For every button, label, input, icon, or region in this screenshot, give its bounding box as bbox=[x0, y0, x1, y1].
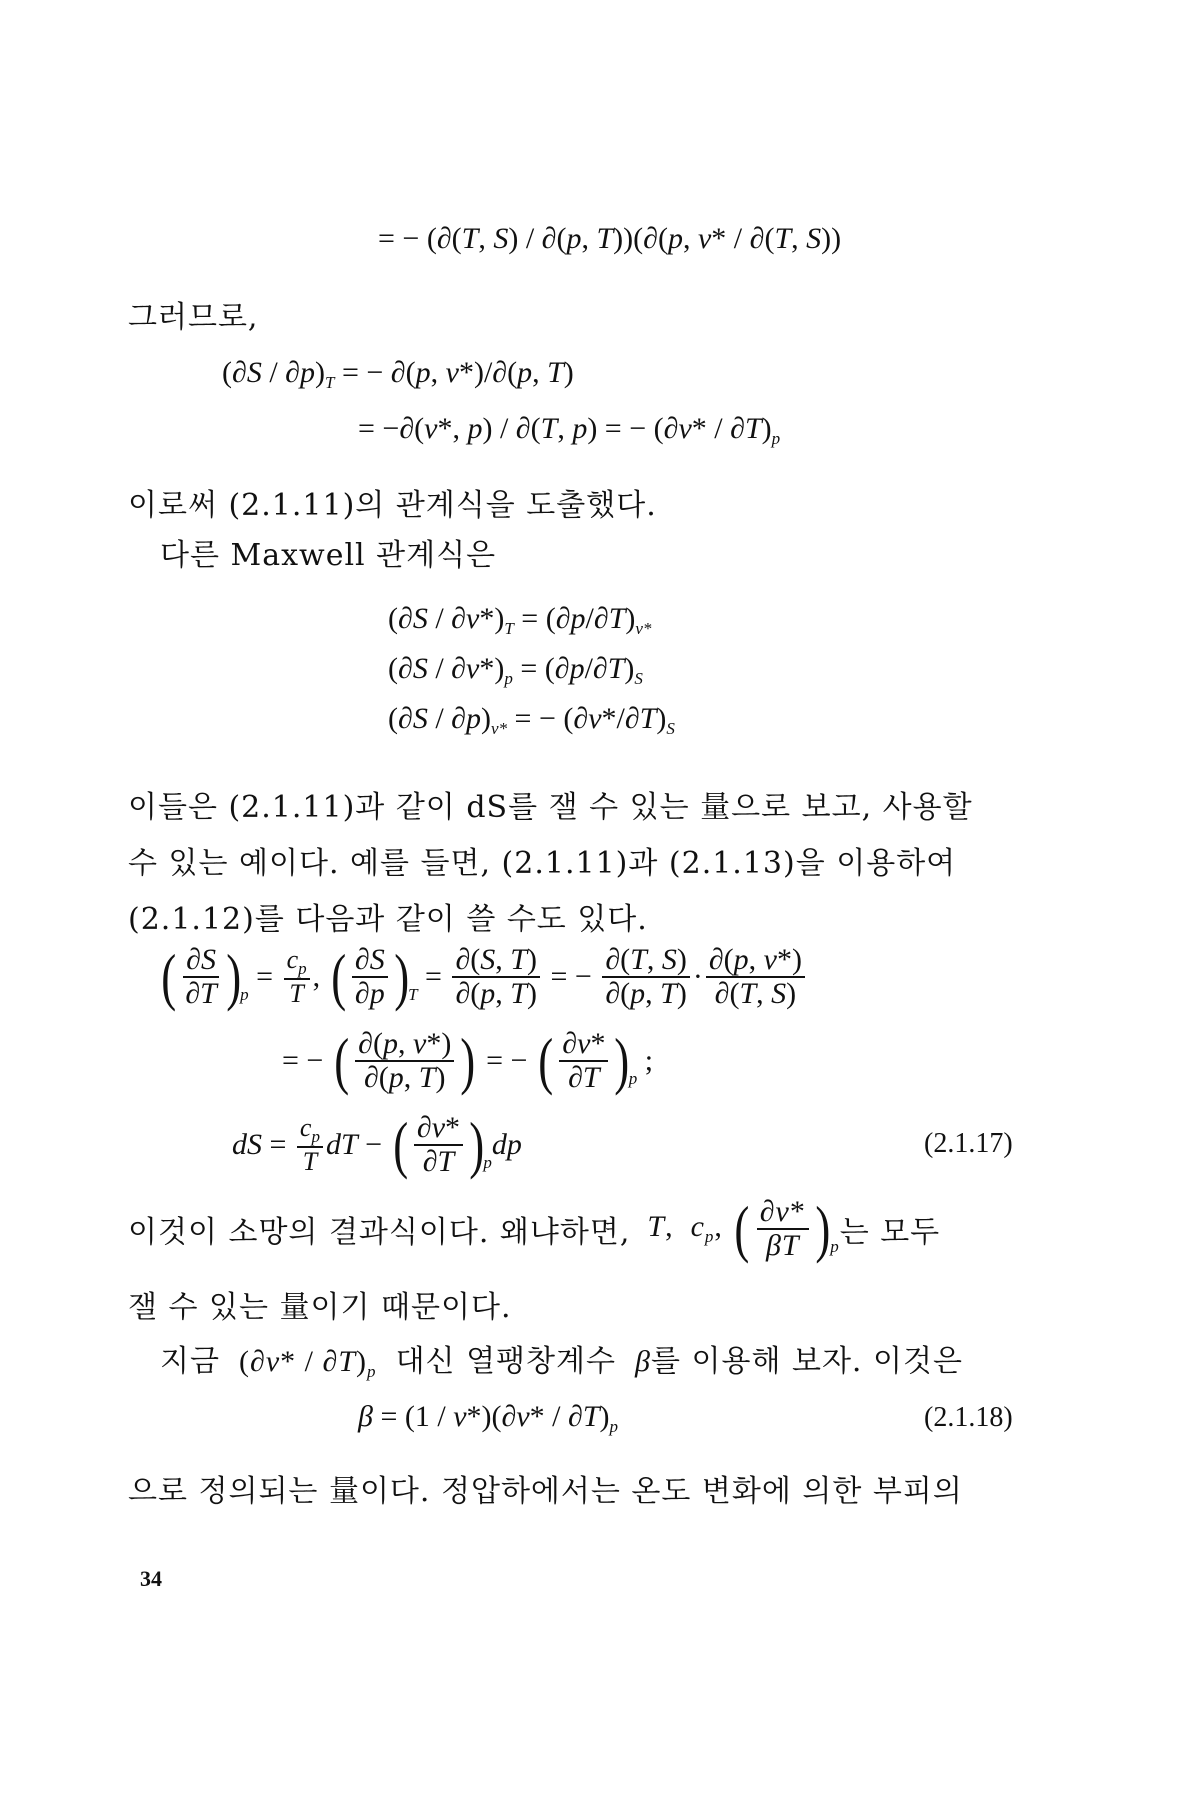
equation-dS: dS = $\frac{c_p}{T}$ dT − ( $\frac{\partial v*}{\partial T}$ ) p dp bbox=[232, 1108, 522, 1180]
paragraph-defined: 으로 정의되는 量이다. 정압하에서는 온도 변화에 의한 부피의 bbox=[128, 1474, 963, 1509]
equation-top: = − (∂(T, S) / ∂(p, T))(∂(p, v* / ∂(T, S)) bbox=[378, 222, 842, 255]
paragraph-now-text-b: 대신 열팽창계수 bbox=[395, 1344, 616, 1379]
paragraph-these-line3: (2.1.12)를 다음과 같이 쓸 수도 있다. bbox=[128, 902, 648, 937]
paragraph-desired-line1: 이것이 소망의 결과식이다. 왜냐하면, T, $c_p$, ( $\frac{\partial v*}{\beta T}$ ) p 는 모두 bbox=[128, 1192, 941, 1264]
paragraph-desired-text-a: 이것이 소망의 결과식이다. 왜냐하면, bbox=[128, 1214, 631, 1250]
equation-dS-dp-1: $(\partial S / \partial p)_T$ = − ∂(p, v*)/∂(p, T) bbox=[222, 356, 574, 392]
equation-number-2-1-17: (2.1.17) bbox=[924, 1128, 1013, 1159]
paragraph-now-line: 지금 $(\partial v* / \partial T)_p$ 대신 열팽창계수 β를 이용해 보자. 이것은 bbox=[160, 1344, 963, 1381]
paragraph-these-line1: 이들은 (2.1.11)과 같이 dS를 잴 수 있는 量으로 보고, 사용할 bbox=[128, 790, 973, 825]
paragraph-desired-line2: 잴 수 있는 量이기 때문이다. bbox=[128, 1290, 512, 1325]
equation-beta: $\beta = (1 / v*)(\partial v* / \partial T)_p$ bbox=[358, 1400, 619, 1436]
maxwell-relation-2: $(\partial S / \partial v*)_p = (\partial p/\partial T)_S$ bbox=[388, 652, 643, 688]
page-number: 34 bbox=[140, 1566, 162, 1591]
equation-block-line1: ( $\frac{\partial S}{\partial T}$ ) p = $\frac{c_p}{T}$ , ( $\frac{\partial S}{\partial p}$ ) T = $\frac{\partial(S, T)}{\partial(p, T)}$ = − $\frac{\partial(T, S)}{\partial(p, T)}$ · $\frac{\partial(p, v*)}{\partial(T, S)}$ bbox=[158, 944, 808, 1009]
maxwell-relation-1: $(\partial S / \partial v*)_T = (\partial p/\partial T)_{v*}$ bbox=[388, 602, 652, 638]
paragraph-desired-text-b: 는 모두 bbox=[839, 1214, 941, 1250]
paragraph-these-line2: 수 있는 예이다. 예를 들면, (2.1.11)과 (2.1.13)을 이용하여 bbox=[128, 846, 957, 881]
paragraph-other-maxwell: 다른 Maxwell 관계식은 bbox=[160, 538, 497, 573]
paragraph-now-text-a: 지금 bbox=[160, 1344, 220, 1379]
maxwell-relation-3: $(\partial S / \partial p)_{v*}$ = − $(\partial v*/\partial T)_S$ bbox=[388, 702, 675, 738]
paragraph-therefore: 그러므로, bbox=[128, 300, 259, 335]
paragraph-now-text-c: 를 이용해 보자. 이것은 bbox=[650, 1344, 963, 1379]
equation-dS-dp-2: = −∂(v*, p) / ∂(T, p) = − $(\partial v* / \partial T)_p$ bbox=[358, 412, 781, 448]
paragraph-derived: 이로써 (2.1.11)의 관계식을 도출했다. bbox=[128, 488, 657, 523]
equation-number-2-1-18: (2.1.18) bbox=[924, 1402, 1013, 1433]
equation-block-line2: = − ( $\frac{\partial(p, v*)}{\partial(p, T)}$ ) = − ( $\frac{\partial v*}{\partial T}$ ) p ; bbox=[282, 1024, 654, 1096]
